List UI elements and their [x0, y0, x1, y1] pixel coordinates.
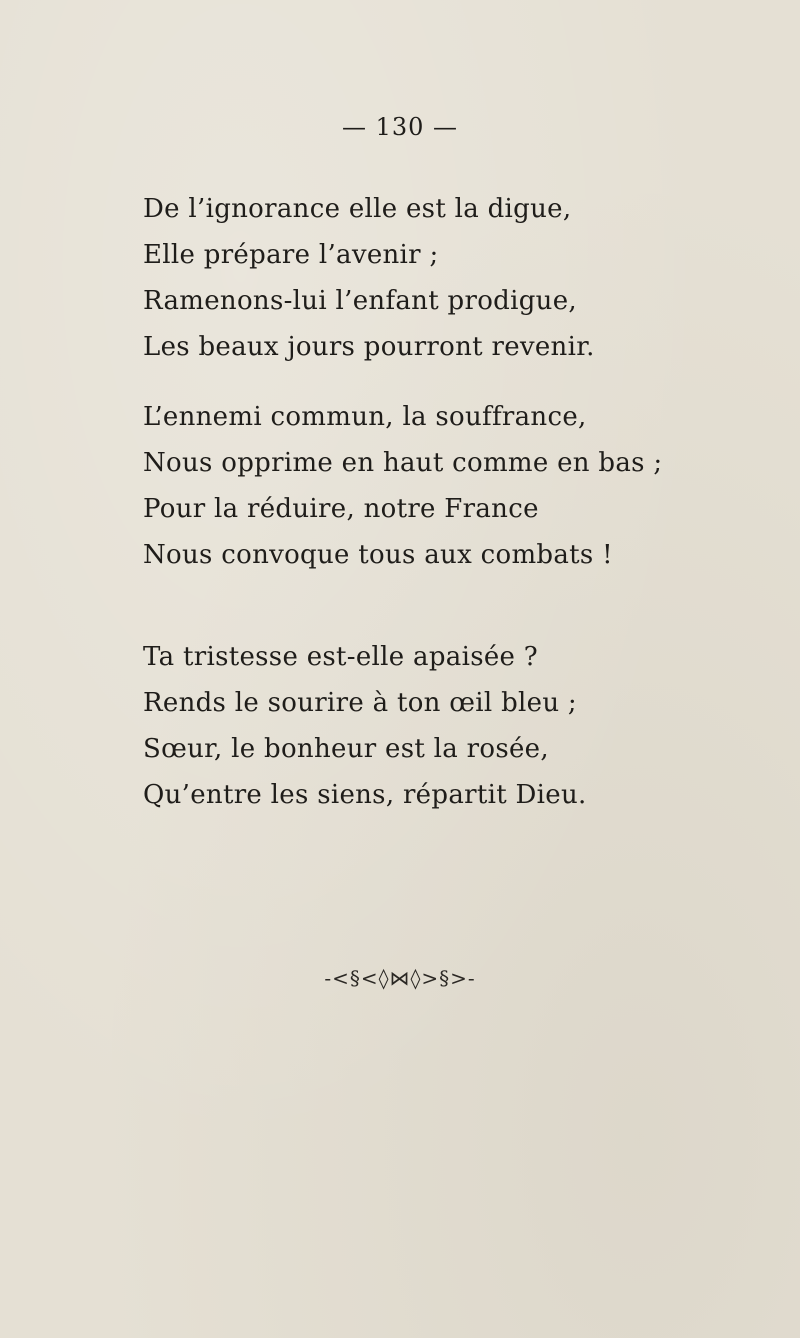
stanza-2: [143, 394, 763, 578]
poem-line: Nous convoque tous aux combats !: [143, 540, 613, 570]
poem-line: Qu’entre les siens, répartit Dieu.: [143, 780, 587, 810]
poem-line: Rends le sourire à ton œil bleu ;: [143, 688, 577, 718]
stanza-1: [143, 186, 763, 370]
poem-line: Nous opprime en haut comme en bas ;: [143, 448, 663, 478]
poem-line: Pour la réduire, notre France: [143, 494, 539, 524]
poem-line: L’ennemi commun, la souffrance,: [143, 402, 587, 432]
poem-line: Elle prépare l’avenir ;: [143, 240, 439, 270]
stanza-3: [143, 634, 763, 818]
page-number: — 130 —: [341, 113, 459, 141]
tailpiece-ornament-icon: -<§<◊⋈◊>§>-: [324, 966, 476, 990]
poem-line: Sœur, le bonheur est la rosée,: [143, 734, 549, 764]
poem: [143, 186, 763, 818]
poem-line: Ramenons-lui l’enfant prodigue,: [143, 286, 577, 316]
poem-line: Les beaux jours pourront revenir.: [143, 332, 595, 362]
poem-line: Ta tristesse est-elle apaisée ?: [143, 642, 539, 672]
poem-line: De l’ignorance elle est la digue,: [143, 194, 572, 224]
